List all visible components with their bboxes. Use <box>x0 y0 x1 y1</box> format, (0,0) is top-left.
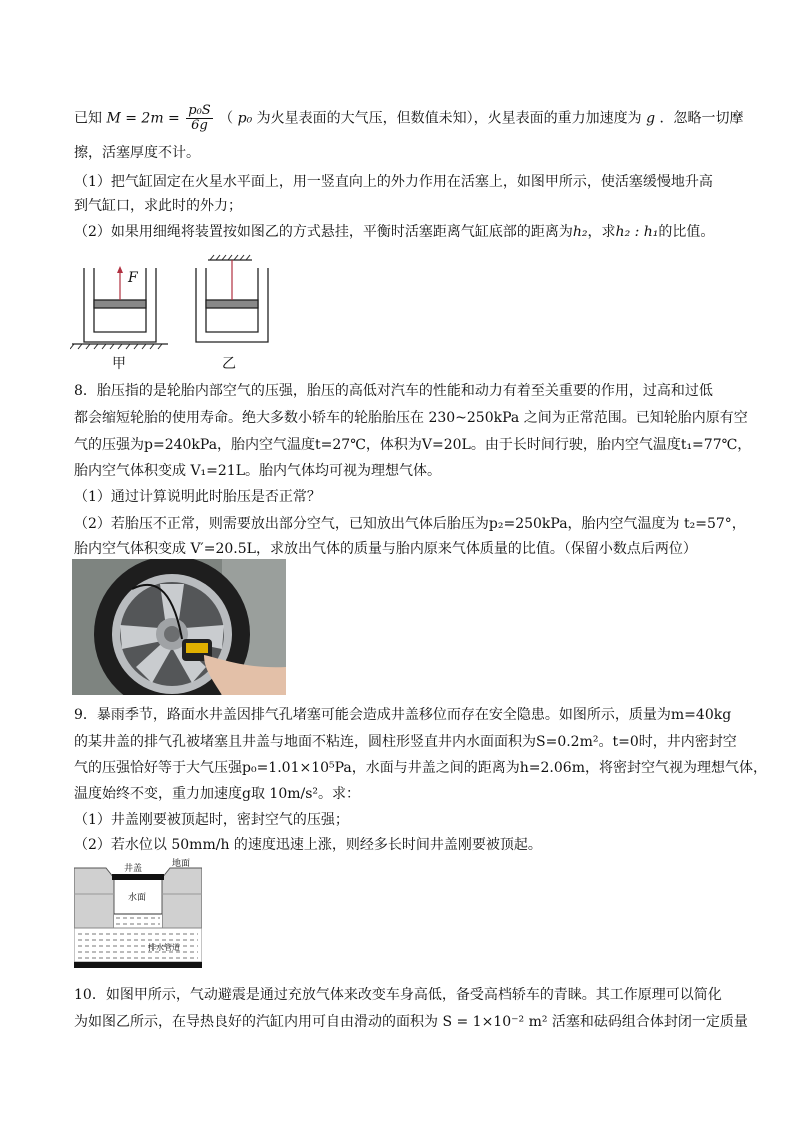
fig-ground-label: 地面 <box>172 859 191 869</box>
p7-line2: 擦，活塞厚度不计。 <box>74 145 200 161</box>
p7-frac-den: 6g <box>191 118 208 133</box>
p7-frac-num: p₀S <box>188 103 211 118</box>
p7-q2-h2: h₂ <box>572 224 588 240</box>
tire-photo <box>72 559 286 695</box>
p7-g: g <box>646 110 656 127</box>
p10-line2: 为如图乙所示，在导热良好的汽缸内用可自由滑动的面积为 S = 1×10⁻² m² 活塞和砝码组合体封闭一定质量 <box>74 1014 748 1030</box>
fig-jia-label: 甲 <box>112 356 126 372</box>
p7-fraction <box>186 104 212 133</box>
p7-q2-ratio: h₂ : h₁ <box>615 224 659 240</box>
cover-rect <box>112 874 164 880</box>
p7-known: 已知 <box>74 110 102 127</box>
p7-formula: M = 2m = <box>106 110 180 127</box>
fig-water-label: 水面 <box>128 893 147 903</box>
p8-q2-line2: 胎内空气体积变成 V′=20.5L，求放出气体的质量与胎内原来气体质量的比值。（保留小数点后两位） <box>74 541 697 557</box>
tire-photo-svg <box>72 559 286 695</box>
p9-q1: （1）井盖刚要被顶起时，密封空气的压强； <box>74 812 349 828</box>
p7-figure-svg <box>70 250 280 375</box>
p7-desc: 为火星表面的大气压，但数值未知），火星表面的重力加速度为 <box>256 110 642 127</box>
p7-q1-line1: （1）把气缸固定在火星水平面上，用一竖直向上的外力作用在活塞上，如图甲所示，使活塞缓慢地升高 <box>74 174 713 190</box>
p9-line3: 气的压强恰好等于大气压强p₀=1.01×10⁵Pa，水面与井盖之间的距离为h=2.06m，将密封空气视为理想气体， <box>74 760 767 776</box>
p7-figure <box>70 250 280 375</box>
p8-q2-line1: （2）若胎压不正常，则需要放出部分空气，已知放出气体后胎压为p₂=250kPa，胎内空气温度为 t₂=57°， <box>74 516 746 532</box>
p8-q1: （1）通过计算说明此时胎压是否正常？ <box>74 489 321 505</box>
fig-cover-label: 井盖 <box>124 864 143 874</box>
p7-q2-mid: ，求 <box>587 224 616 240</box>
p7-q1-line2: 到气缸口，求此时的外力； <box>74 198 242 214</box>
p7-end: ．忽略一切摩 <box>659 110 744 127</box>
p7-paren: （ <box>219 110 234 127</box>
p8-line3: 气的压强为p=240kPa，胎内空气温度t=27℃，体积为V=20L。由于长时间行驶，胎内空气温度t₁=77℃， <box>74 437 752 453</box>
fig-yi-label: 乙 <box>222 356 236 372</box>
manhole-figure <box>74 856 202 970</box>
fig-force-label: F <box>128 270 138 286</box>
p7-q2-post: 的比值。 <box>658 224 715 240</box>
p9-q2: （2）若水位以 50mm/h 的速度迅速上涨，则经多长时间井盖刚要被顶起。 <box>74 837 542 853</box>
p7-q2-pre: （2）如果用细绳将装置按如图乙的方式悬挂，平衡时活塞距离气缸底部的距离为 <box>74 224 573 240</box>
p9-line2: 的某井盖的排气孔被堵塞且井盖与地面不粘连，圆柱形竖直井内水面面积为S=0.2m²。t=0时，井内密封空 <box>74 734 737 750</box>
p8-line2: 都会缩短轮胎的使用寿命。绝大多数小轿车的轮胎胎压在 230~250kPa 之间为正常范围。已知轮胎内原有空 <box>74 410 748 426</box>
p9-line1: 9．暴雨季节，路面水井盖因排气孔堵塞可能会造成井盖移位而存在安全隐患。如图所示，质量为m=40kg <box>74 707 732 723</box>
p10-line1: 10．如图甲所示，气动避震是通过充放气体来改变车身高低，备受高档轿车的青睐。其工作原理可以简化 <box>74 987 722 1003</box>
force-arrow-icon <box>117 266 123 273</box>
p7-q2 <box>74 222 714 242</box>
p8-line4: 胎内空气体积变成 V₁=21L。胎内气体均可视为理想气体。 <box>74 463 442 479</box>
p8-line1: 8．胎压指的是轮胎内部空气的压强，胎压的高低对汽车的性能和动力有着至关重要的作用，过高和过低 <box>74 383 713 399</box>
fig-pipe-label: 排水管道 <box>148 943 180 952</box>
p7-p0: p₀ <box>237 110 253 127</box>
p9-line4: 温度始终不变，重力加速度g取 10m/s²。求： <box>74 786 361 802</box>
p7-line1 <box>74 104 744 133</box>
